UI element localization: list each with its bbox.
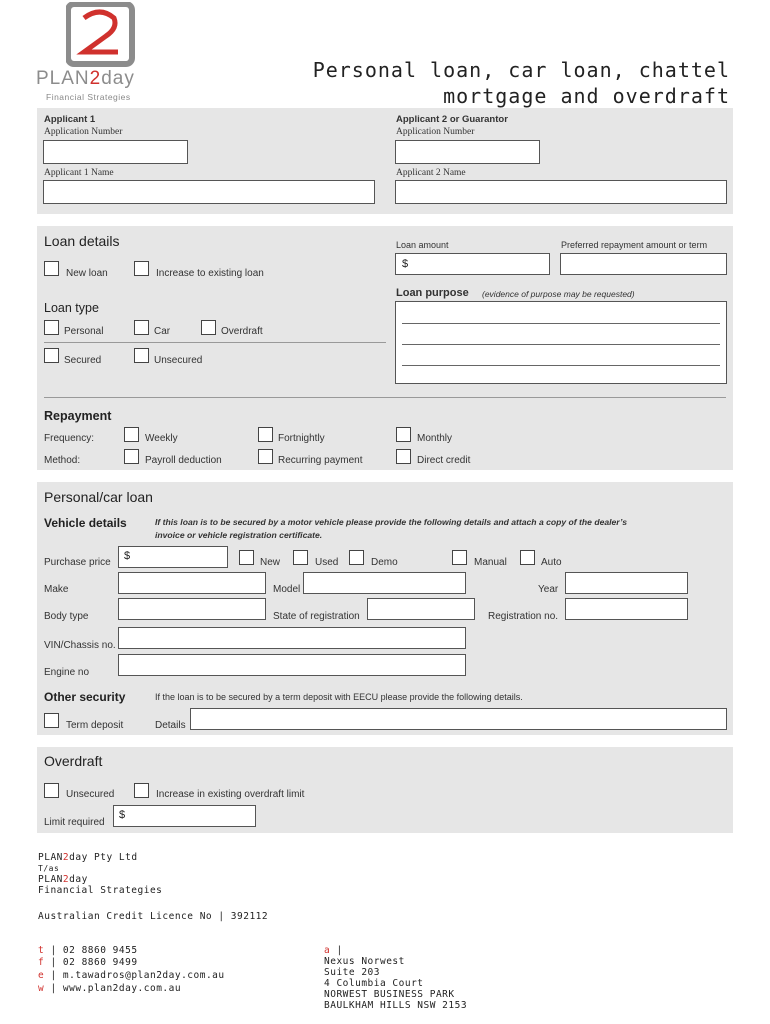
email-icon: e — [38, 970, 45, 981]
direct-credit-label: Direct credit — [417, 455, 471, 466]
secured-checkbox[interactable] — [44, 348, 59, 363]
applicant2-name-field[interactable] — [395, 180, 727, 204]
loan-amount-label: Loan amount — [396, 240, 449, 250]
limit-required-label: Limit required — [44, 817, 105, 828]
address-icon: a — [324, 945, 331, 956]
footer-address-key: a | — [324, 945, 343, 956]
car-loan-heading: Personal/car loan — [44, 489, 153, 505]
footer-tas: T/as — [38, 864, 60, 873]
reg-no-label: Registration no. — [488, 611, 559, 622]
purchase-price-field[interactable] — [118, 546, 228, 568]
applicant2-heading: Applicant 2 or Guarantor — [396, 114, 508, 125]
new-label: New — [260, 557, 281, 568]
repayment-amount-field[interactable] — [560, 253, 727, 275]
personal-checkbox[interactable] — [44, 320, 59, 335]
auto-checkbox[interactable] — [520, 550, 535, 565]
overdraft-checkbox[interactable] — [201, 320, 216, 335]
footer-phone: t | 02 8860 9455 — [38, 945, 138, 956]
new-checkbox[interactable] — [239, 550, 254, 565]
phone-icon: t — [38, 945, 45, 956]
engine-label: Engine no — [44, 667, 90, 678]
applicant1-name-field[interactable] — [43, 180, 375, 204]
make-field[interactable] — [118, 572, 266, 594]
model-field[interactable] — [303, 572, 466, 594]
purpose-line — [402, 323, 720, 324]
applicant1-heading: Applicant 1 — [44, 114, 96, 125]
fortnightly-label: Fortnightly — [278, 433, 325, 444]
applicant1-number-label: Application Number — [44, 127, 123, 137]
secured-label: Secured — [64, 355, 102, 366]
overdraft-heading: Overdraft — [44, 753, 103, 769]
footer-company: PLAN2day Pty Ltd — [38, 852, 138, 863]
increase-existing-label: Increase to existing loan — [156, 268, 264, 279]
reg-no-field[interactable] — [565, 598, 688, 620]
weekly-label: Weekly — [145, 433, 178, 444]
frequency-label: Frequency: — [44, 433, 95, 444]
model-label: Model — [273, 584, 301, 595]
footer-fax: f | 02 8860 9499 — [38, 957, 138, 968]
footer-email[interactable]: e | m.tawadros@plan2day.com.au — [38, 970, 225, 981]
logo — [36, 2, 186, 102]
footer-licence: Australian Credit Licence No | 392112 — [38, 911, 269, 922]
web-icon: w — [38, 983, 45, 994]
fax-icon: f — [38, 957, 45, 968]
car-label: Car — [154, 326, 171, 337]
vehicle-details-heading: Vehicle details — [44, 516, 127, 530]
footer-address-1: Nexus Norwest — [324, 956, 405, 967]
used-label: Used — [315, 557, 339, 568]
demo-checkbox[interactable] — [349, 550, 364, 565]
applicant2-name-label: Applicant 2 Name — [396, 168, 466, 178]
repayment-heading: Repayment — [44, 409, 112, 423]
details-field[interactable] — [190, 708, 727, 730]
page-title-line1: Personal loan, car loan, chattel — [312, 58, 730, 82]
monthly-label: Monthly — [417, 433, 453, 444]
overdraft-label: Overdraft — [221, 326, 263, 337]
direct-credit-checkbox[interactable] — [396, 449, 411, 464]
state-reg-label: State of registration — [273, 611, 360, 622]
currency-prefix: $ — [402, 258, 409, 270]
auto-label: Auto — [541, 557, 562, 568]
footer-address-3: 4 Columbia Court — [324, 978, 424, 989]
footer-web[interactable]: w | www.plan2day.com.au — [38, 983, 182, 994]
applicant2-number-label: Application Number — [396, 127, 475, 137]
year-field[interactable] — [565, 572, 688, 594]
logo-wordmark: PLAN2day — [36, 68, 135, 89]
state-reg-field[interactable] — [367, 598, 475, 620]
overdraft-increase-checkbox[interactable] — [134, 783, 149, 798]
manual-label: Manual — [474, 557, 507, 568]
divider — [44, 397, 726, 398]
applicant1-name-label: Applicant 1 Name — [44, 168, 114, 178]
body-type-field[interactable] — [118, 598, 266, 620]
overdraft-unsecured-checkbox[interactable] — [44, 783, 59, 798]
footer-address-5: BAULKHAM HILLS NSW 2153 — [324, 1000, 468, 1011]
currency-prefix: $ — [124, 550, 131, 562]
personal-label: Personal — [64, 326, 104, 337]
logo-mark-icon — [66, 2, 136, 68]
unsecured-checkbox[interactable] — [134, 348, 149, 363]
purpose-line — [402, 344, 720, 345]
loan-purpose-note: (evidence of purpose may be requested) — [482, 289, 635, 299]
used-checkbox[interactable] — [293, 550, 308, 565]
demo-label: Demo — [371, 557, 398, 568]
logo-tagline: Financial Strategies — [46, 92, 131, 102]
purpose-line — [402, 365, 720, 366]
car-checkbox[interactable] — [134, 320, 149, 335]
engine-field[interactable] — [118, 654, 466, 676]
overdraft-unsecured-label: Unsecured — [66, 789, 115, 800]
term-deposit-label: Term deposit — [66, 720, 124, 731]
weekly-checkbox[interactable] — [124, 427, 139, 442]
recurring-checkbox[interactable] — [258, 449, 273, 464]
new-loan-label: New loan — [66, 268, 108, 279]
other-security-note: If the loan is to be secured by a term deposit with EECU please provide the following details. — [155, 692, 523, 702]
vehicle-note-line2: invoice or vehicle registration certificate. — [155, 530, 323, 540]
overdraft-increase-label: Increase in existing overdraft limit — [156, 789, 305, 800]
loan-type-heading: Loan type — [44, 301, 99, 315]
limit-required-field[interactable] — [113, 805, 256, 827]
footer-address-2: Suite 203 — [324, 967, 380, 978]
footer-address-4: NORWEST BUSINESS PARK — [324, 989, 455, 1000]
repayment-amount-label: Preferred repayment amount or term — [561, 240, 708, 250]
currency-prefix: $ — [119, 809, 126, 821]
payroll-checkbox[interactable] — [124, 449, 139, 464]
year-label: Year — [538, 584, 559, 595]
loan-details-heading: Loan details — [44, 233, 120, 249]
method-label: Method: — [44, 455, 81, 466]
footer-trading: PLAN2day — [38, 874, 88, 885]
loan-amount-field[interactable] — [395, 253, 550, 275]
vin-label: VIN/Chassis no. — [44, 640, 116, 651]
page-title-line2: mortgage and overdraft — [443, 84, 730, 108]
unsecured-label: Unsecured — [154, 355, 203, 366]
monthly-checkbox[interactable] — [396, 427, 411, 442]
make-label: Make — [44, 584, 69, 595]
other-security-heading: Other security — [44, 690, 126, 704]
fortnightly-checkbox[interactable] — [258, 427, 273, 442]
loan-purpose-field[interactable] — [395, 301, 727, 384]
payroll-label: Payroll deduction — [145, 455, 222, 466]
divider — [44, 342, 386, 343]
manual-checkbox[interactable] — [452, 550, 467, 565]
vin-field[interactable] — [118, 627, 466, 649]
footer-trading-line2: Financial Strategies — [38, 885, 163, 896]
term-deposit-checkbox[interactable] — [44, 713, 59, 728]
applicant2-number-field[interactable] — [395, 140, 540, 164]
purchase-price-label: Purchase price — [44, 557, 111, 568]
applicant1-number-field[interactable] — [43, 140, 188, 164]
body-type-label: Body type — [44, 611, 89, 622]
vehicle-note-line1: If this loan is to be secured by a motor vehicle please provide the following details and attach a copy of the dealer’s — [155, 517, 627, 527]
recurring-label: Recurring payment — [278, 455, 363, 466]
increase-existing-checkbox[interactable] — [134, 261, 149, 276]
loan-purpose-label: Loan purpose — [396, 287, 469, 299]
new-loan-checkbox[interactable] — [44, 261, 59, 276]
details-label: Details — [155, 720, 186, 731]
